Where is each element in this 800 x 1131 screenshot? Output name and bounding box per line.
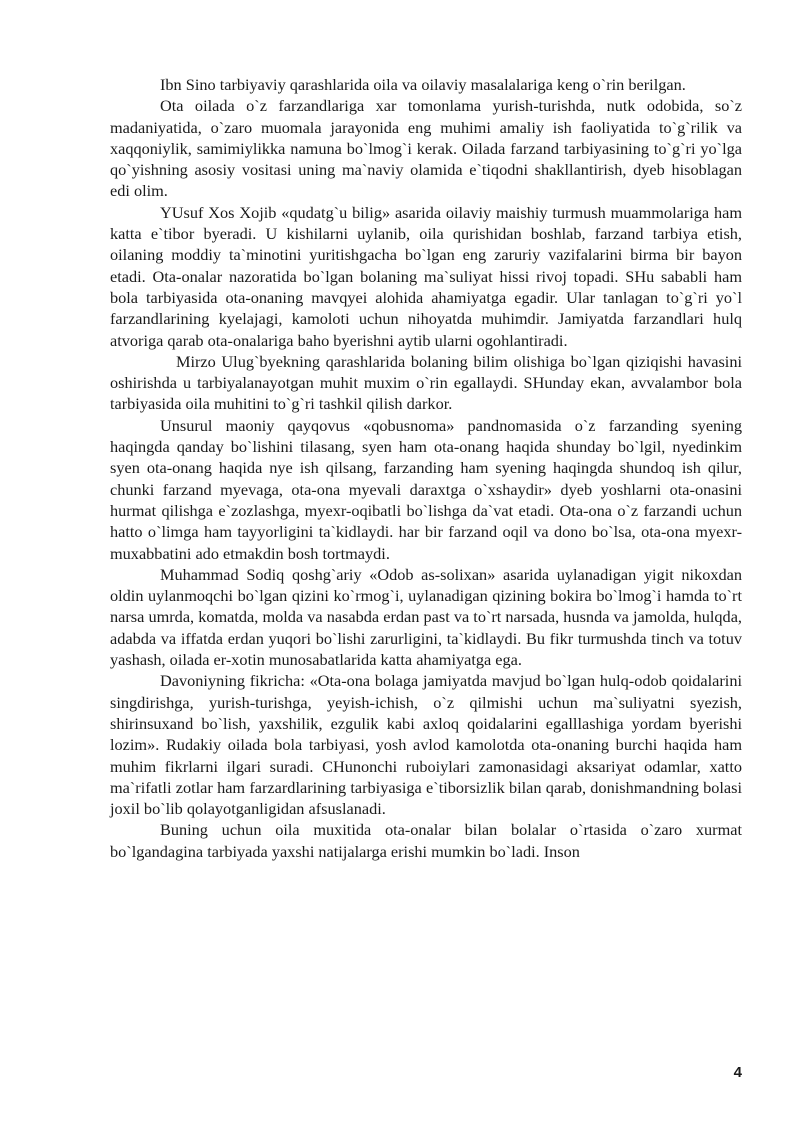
paragraph-muhammad-sodiq: Muhammad Sodiq qoshg`ariy «Odob as-solixan» asarida uylanadigan yigit nikoxdan oldin uylanmoqchi bo`lgan qizini ko`rmog`i, uylanadigan qizining bokira bo`lmog`i hamda to`rt narsa umrda, komatda, molda va nasabda erdan past va to`rt narsada, husnda va jamolda, hulqda, adabda va iffatda erdan yuqori bo`lishi zarurligini, ta`kidlaydi. Bu fikr turmushda tinch va totuv yashash, oilada er-xotin munosabatlarida katta ahamiyatga ega. [110, 564, 742, 670]
paragraph-ibn-sino: Ibn Sino tarbiyaviy qarashlarida oila va oilaviy masalalariga keng o`rin berilgan. [160, 75, 686, 94]
paragraph-yusuf-xos-xojib: YUsuf Xos Xojib «qudatg`u bilig» asarida oilaviy maishiy turmush muammolariga ham katta e`tibor byeradi. U kishilarni uylanib, oila qurishidan boshlab, farzand tarbiya etish, oilaning moddiy ta`minotini yuritishgacha bo`lgan eng zaruriy vazifalarini birma bir bayon etadi. Ota-onalar nazoratida bo`lgan bolaning ma`suliyat hissi rivoj topadi. SHu sababli ham bola tarbiyasida ota-onaning mavqyei alohida ahamiyatga egadir. Ular tanlagan to`g`ri yo`l farzandlarining kyelajagi, kamoloti uchun nihoyatda muhimdir. Jamiyatda farzandlari hulq atvoriga qarab ota-onalariga baho byerishni aytib ularni ogohlantiradi. [110, 202, 742, 350]
paragraph-ota-oilada: Ota oilada o`z farzandlariga xar tomonlama yurish-turishda, nutk odobida, so`z madaniyatida, o`zaro muomala jarayonida eng muhimi amaliy ish faoliyatida to`g`rilik va xaqqoniylik, samimiylikka namuna bo`lmog`i kerak. Oilada farzand tarbiyasining to`g`ri yo`lga qo`yishning asosiy vositasi uning ma`naviy olamida e`tiqodni shakllantirish, dyeb hisoblagan edi olim. [110, 96, 742, 201]
document-body [110, 74, 742, 862]
paragraph-davoniy: Davoniyning fikricha: «Ota-ona bolaga jamiyatda mavjud bo`lgan hulq-odob qoidalarini singdirishga, yurish-turishga, yeyish-ichish, o`z qilmishi uchun ma`suliyatni syezish, shirinsuxand bo`lish, yaxshilik, ezgulik kabi axloq qoidalarini egalllashiga yordam byerishi lozim». Rudakiy oilada bola tarbiyasi, yosh avlod kamolotda ota-onaning burchi haqida ham muhim fikrlarni ilgari suradi. CHunonchi ruboiylari zamonasidagi aksariyat odamlar, xatto ma`rifatli zotlar ham farzardlarining tarbiyasiga e`tiborsizlik bilan qarab, donishmandning bolasi joxil bo`lib qolayotganligidan afsuslanadi. [110, 671, 742, 819]
paragraph-mirzo-ulugbek: Mirzo Ulug`byekning qarashlarida bolaning bilim olishiga bo`lgan qiziqishi havasini oshirishda u tarbiyalanayotgan muhit muxim o`rin egallaydi. SHunday ekan, avvalambor bola tarbiyasida oila muhitini to`g`ri tashkil qilish darkor. [110, 351, 742, 414]
paragraph-qobusnoma: Unsurul maoniy qayqovus «qobusnoma» pandnomasida o`z farzanding syening haqingda qanday bo`lishini tilasang, syen ham ota-onang haqida shunday bo`lgil, nyedinkim syen ota-onang haqida nye ish qilsang, farzanding ham syening haqingda shundoq ish qilur, chunki farzand myevaga, ota-ona myevali daraxtga o`xshaydir» dyeb yoshlarni ota-onasini hurmat qilishga e`zozlashga, myexr-oqibatli bo`lishga da`vat etadi. Ota-ona o`z farzandi uchun hatto o`limga ham tayyorligini ta`kidlaydi. har bir farzand oqil va dono bo`lsa, ota-ona myexr-muxabbatini ado etmakdin bosh tortmaydi. [110, 415, 742, 563]
page-number: 4 [733, 1064, 742, 1081]
paragraph-buning-uchun: Buning uchun oila muxitida ota-onalar bilan bolalar o`rtasida o`zaro xurmat bo`lgandagina tarbiyada yaxshi natijalarga erishi mumkin bo`ladi. Inson [110, 820, 742, 861]
